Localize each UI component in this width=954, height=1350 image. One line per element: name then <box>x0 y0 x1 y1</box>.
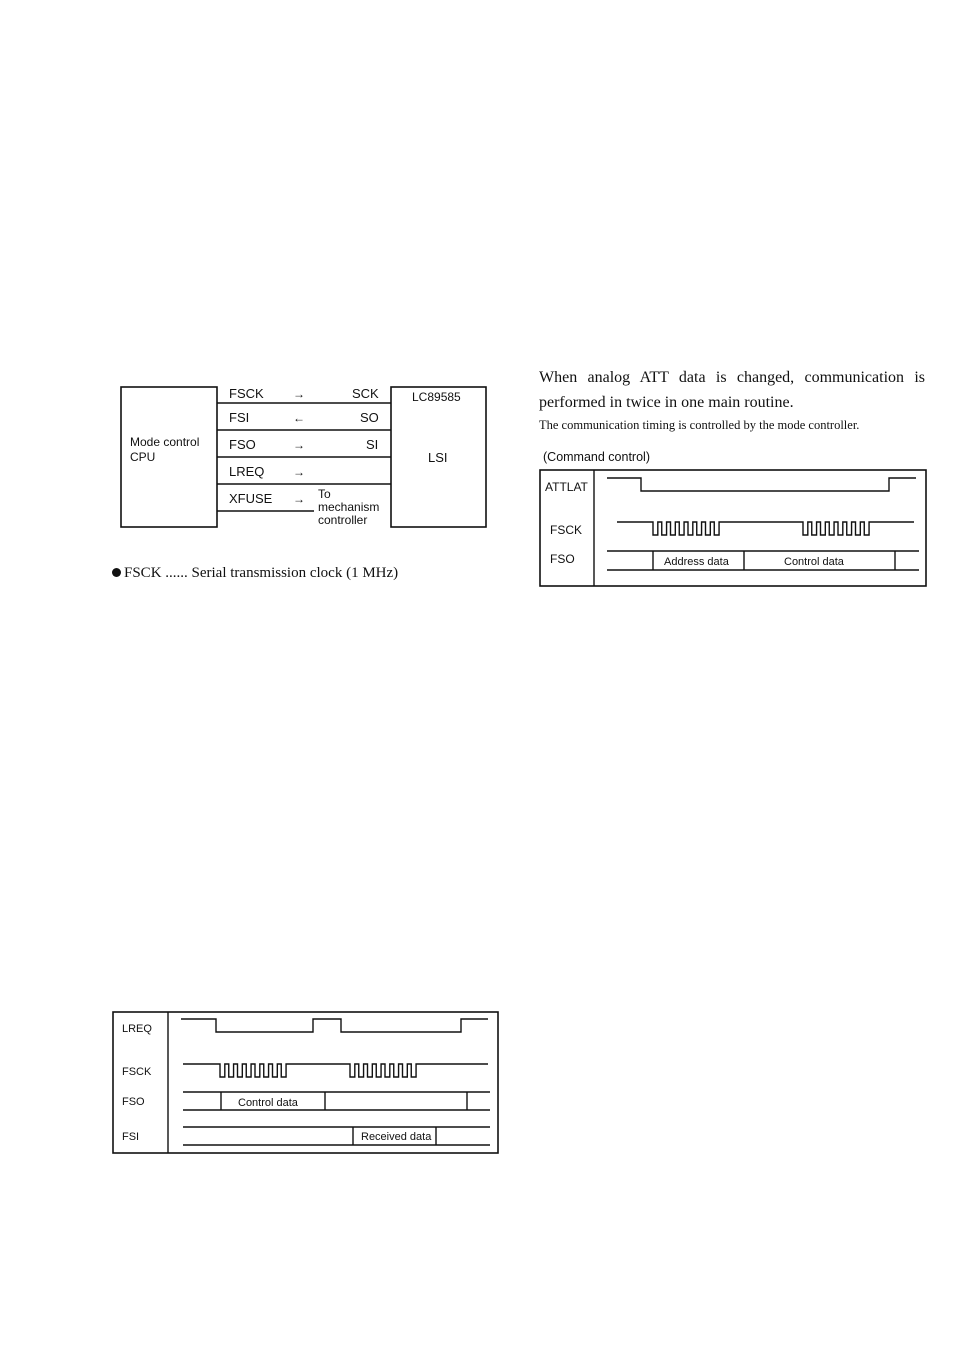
lreq-label: LREQ <box>122 1023 152 1035</box>
signal-name-lreq: LREQ <box>229 464 265 479</box>
fsck-label: FSCK <box>122 1066 152 1078</box>
signal-arrow-fsck: → <box>293 387 305 401</box>
signal-target-so: SO <box>360 410 379 425</box>
lsi-label: LSI <box>428 450 448 465</box>
control-data-field: Control data <box>784 556 844 568</box>
attlat-label: ATTLAT <box>545 480 588 494</box>
fsi-label: FSI <box>122 1131 140 1143</box>
address-data-field: Address data <box>664 556 729 568</box>
fso-label: FSO <box>122 1096 145 1108</box>
control-data-field: Control data <box>238 1097 298 1109</box>
cpu-label-1: Mode control <box>130 435 200 449</box>
fsck-waveform <box>183 1064 488 1077</box>
signal-name-fsi: FSI <box>229 410 250 425</box>
xfuse-note-2: mechanism <box>318 500 380 514</box>
analog-att-small: The communication timing is controlled by the mode controller. <box>539 418 860 432</box>
xfuse-note-3: controller <box>318 513 368 527</box>
signal-arrow-fsi: ← <box>293 411 305 425</box>
received-data-field: Received data <box>361 1131 432 1143</box>
analog-att-line-1: When analog ATT data is changed, communication is <box>539 369 925 386</box>
signal-name-fso: FSO <box>229 437 256 452</box>
analog-att-line-2: performed in twice in one main routine. <box>539 394 794 411</box>
fsck-label: FSCK <box>550 523 583 537</box>
lreq-waveform <box>181 1019 488 1032</box>
signal-target-si: SI <box>366 437 379 452</box>
signal-name-xfuse: XFUSE <box>229 491 273 506</box>
fso-label: FSO <box>550 552 575 566</box>
signal-arrow-xfuse: → <box>293 492 305 506</box>
cpu-label-2: CPU <box>130 450 156 464</box>
command-control-caption: (Command control) <box>543 450 650 464</box>
signal-arrow-fso: → <box>293 438 305 452</box>
xfuse-note-1: To <box>318 487 331 501</box>
signal-arrow-lreq: → <box>293 465 305 479</box>
lreq-timing-frame <box>113 1012 498 1153</box>
signal-name-fsck: FSCK <box>229 386 264 401</box>
chip-name-label: LC89585 <box>412 390 461 404</box>
fsck-note-text: FSCK ...... Serial transmission clock (1 MHz) <box>124 565 399 581</box>
signal-target-sck: SCK <box>352 386 379 401</box>
